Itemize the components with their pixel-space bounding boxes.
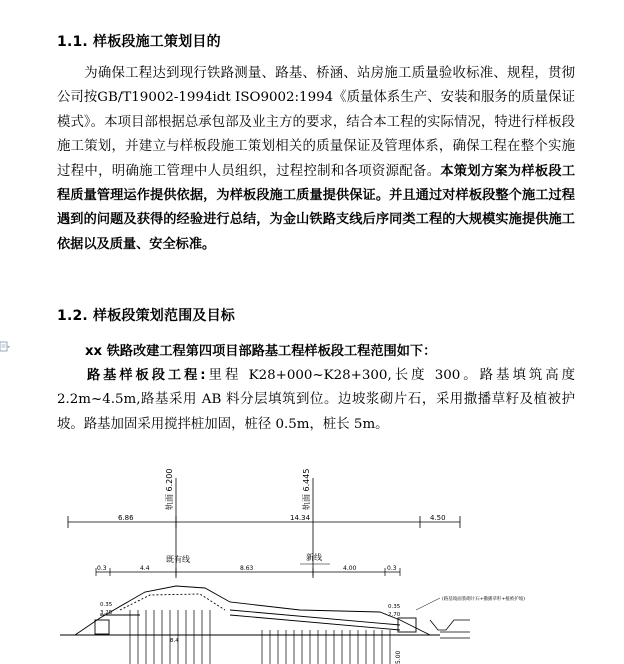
new-line-label: 新线	[306, 553, 322, 562]
paragraph-bold-text: 本策划方案为样板段工程质量管理运作提供依据，为样板段施工质量提供保证。并且通过对样板段整个施工过程遇到的问题及获得的经验进行总结，为金山铁路支线后序同类工程的大规模实施提供施工依据以及质量、安全标准。	[57, 163, 576, 252]
dim-top-3: 4.50	[430, 514, 446, 522]
mixing-piles	[130, 610, 390, 664]
svg-text:3.25: 3.25	[100, 610, 113, 616]
dim-top-1: 6.86	[118, 514, 134, 522]
svg-text:4.00: 4.00	[343, 565, 357, 572]
scope-subheading: xx 铁路改建工程第四项目部路基工程样板段工程范围如下：	[85, 344, 437, 359]
section-1-2-heading: 1.2. 样板段策划范围及目标	[57, 308, 235, 324]
roadbed-sample-text: 里程 K28+000~K28+300,长度 300。路基填筑高度 2.2m~4.5m,路基采用 AB 料分层填筑到位。边坡浆砌片石，采用撒播草籽及植被护坡。路基加固采用搅拌桩加固，桩径 0.5m，桩长 5m。	[57, 368, 575, 432]
svg-text:轨面 6.200: 轨面 6.200	[165, 468, 174, 510]
section-1-1-heading: 1.1. 样板段施工策划目的	[57, 34, 221, 50]
roadbed-sample-paragraph	[57, 364, 575, 437]
paragraph-normal-text: 为确保工程达到现行铁路测量、路基、桥涵、站房施工质量验收标准、规程，贯彻公司按GB/T19002-1994idt ISO9002:1994《质量体系生产、安装和服务的质量保证模式》。本项目部根据总承包部及业主方的要求，结合本工程的实际情况，特进行样板段施工策划，并建立与样板段施工策划相关的质量保证及管理体系，确保工程在整个实施过程中，明确施工管理中人员组织，过程控制和各项资源配备。	[57, 66, 575, 179]
roadbed-sample-label: 路基样板段工程:	[84, 368, 206, 383]
svg-text:2.70: 2.70	[388, 612, 401, 618]
svg-text:轨面 6.445: 轨面 6.445	[302, 468, 311, 510]
svg-text:8.63: 8.63	[240, 565, 254, 572]
roadbed-cross-section-diagram	[0, 460, 624, 664]
svg-text:8.4: 8.4	[170, 638, 179, 644]
svg-text:0.3: 0.3	[97, 565, 107, 572]
embankment-profile	[60, 586, 440, 635]
section-1-1-paragraph	[57, 62, 575, 257]
existing-line-label: 既有线	[166, 555, 190, 564]
slope-protection-note: (路基坡面浆砌片石+撒播草籽+植被护坡)	[442, 597, 526, 602]
svg-text:0.35: 0.35	[388, 604, 401, 610]
svg-text:4.4: 4.4	[140, 565, 150, 572]
svg-text:0.35: 0.35	[100, 602, 113, 608]
dim-top-2: 14.34	[290, 514, 311, 522]
svg-text:0.3: 0.3	[387, 565, 397, 572]
page-margin-icon	[0, 340, 10, 354]
svg-text:5.00: 5.00	[395, 650, 402, 664]
